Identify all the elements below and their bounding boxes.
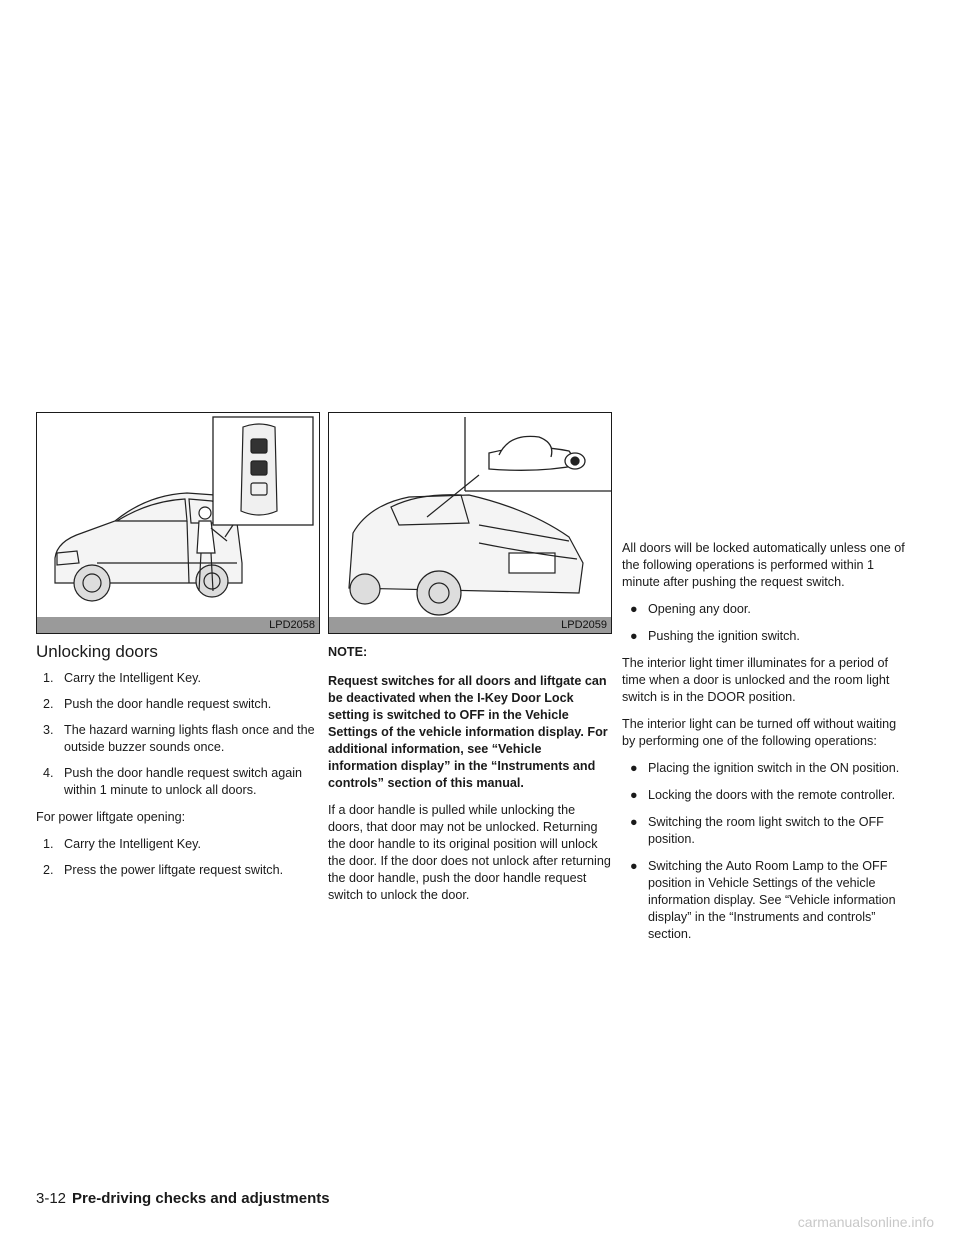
bullet-icon: ● bbox=[630, 859, 638, 873]
turn-off-paragraph: The interior light can be turned off without waiting by performing one of the following operations: bbox=[622, 717, 897, 748]
column-left bbox=[36, 412, 320, 889]
bullet-icon: ● bbox=[630, 788, 638, 802]
turn-off-bullets bbox=[622, 760, 906, 943]
figure-label: LPD2058 bbox=[37, 617, 319, 633]
list-item: 3. The hazard warning lights flash once and the outside buzzer sounds once. bbox=[43, 723, 315, 754]
section-title: Unlocking doors bbox=[36, 642, 158, 661]
figure-label: LPD2059 bbox=[329, 617, 611, 633]
watermark: carmanualsonline.info bbox=[797, 1214, 934, 1230]
figure-door-handle bbox=[328, 412, 612, 634]
timer-paragraph: The interior light timer illuminates for a period of time when a door is unlocked and the room light switch is in the DOOR position. bbox=[622, 656, 890, 704]
page-footer bbox=[36, 1190, 330, 1207]
note-heading: NOTE: bbox=[328, 645, 368, 659]
auto-lock-paragraph: All doors will be locked automatically unless one of the following operations is performed within 1 minute after pushing the request switch. bbox=[622, 541, 905, 589]
column-middle bbox=[328, 412, 612, 914]
note-text: Request switches for all doors and liftgate can be deactivated when the I-Key Door Lock setting is switched to OFF in the Vehicle Settings of the vehicle information display. For additional information, see “Vehicle information display” in the “Instruments and controls” section of this manual. bbox=[328, 674, 608, 790]
bullet-icon: ● bbox=[630, 815, 638, 829]
list-item: 2. Press the power liftgate request switch. bbox=[43, 863, 284, 877]
liftgate-steps-list bbox=[36, 836, 320, 879]
list-item: 1. Carry the Intelligent Key. bbox=[43, 671, 201, 685]
section-name: Pre-driving checks and adjustments bbox=[72, 1190, 330, 1207]
figure-unlocking-doors bbox=[36, 412, 320, 634]
column-right bbox=[622, 412, 906, 953]
list-item: ● Switching the room light switch to the OFF position. bbox=[630, 815, 884, 846]
auto-lock-bullets bbox=[622, 601, 906, 645]
list-item: ● Switching the Auto Room Lamp to the OFF position in Vehicle Settings of the vehicle information display. See “Vehicle information display” in the “Instruments and controls” section. bbox=[630, 859, 896, 941]
list-item: ● Opening any door. bbox=[630, 602, 751, 616]
liftgate-intro: For power liftgate opening: bbox=[36, 810, 186, 824]
door-handle-paragraph: If a door handle is pulled while unlocking the doors, that door may not be unlocked. Returning the door handle to its original position will unlock the door. If the door does not unlock after returning the door handle, push the door handle request switch to unlock the door. bbox=[328, 803, 611, 902]
unlock-steps-list bbox=[36, 670, 320, 799]
bullet-icon: ● bbox=[630, 629, 638, 643]
list-item: ● Placing the ignition switch in the ON position. bbox=[630, 761, 900, 775]
rear-vehicle-illustration bbox=[329, 413, 611, 633]
page-number: 3-12 bbox=[36, 1190, 67, 1207]
list-item: ● Pushing the ignition switch. bbox=[630, 629, 800, 643]
list-item: 1. Carry the Intelligent Key. bbox=[43, 837, 201, 851]
bullet-icon: ● bbox=[630, 761, 638, 775]
list-item: ● Locking the doors with the remote controller. bbox=[630, 788, 896, 802]
list-item: 4. Push the door handle request switch again within 1 minute to unlock all doors. bbox=[43, 766, 303, 797]
vehicle-key-illustration bbox=[37, 413, 319, 633]
bullet-icon: ● bbox=[630, 602, 638, 616]
list-item: 2. Push the door handle request switch. bbox=[43, 697, 272, 711]
